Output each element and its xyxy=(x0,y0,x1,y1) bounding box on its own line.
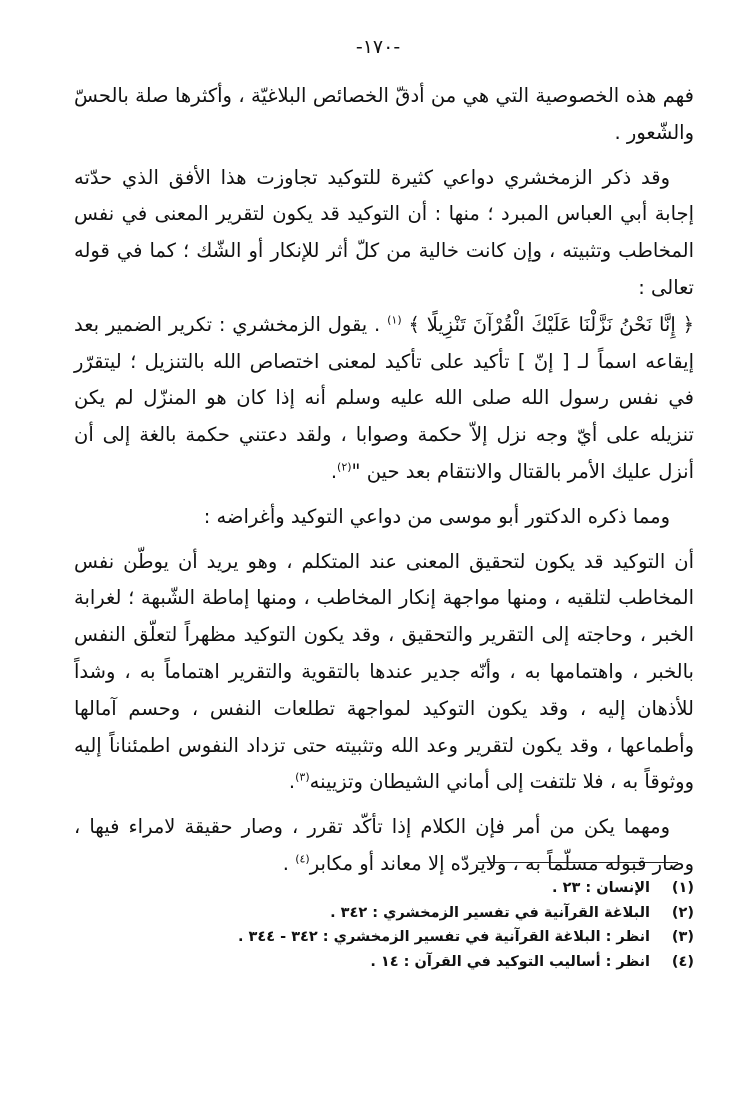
footnote-item xyxy=(74,950,694,975)
footnote-text: البلاغة القرآنية في تفسير الزمخشري : ٣٤٢ . xyxy=(330,904,650,921)
paragraph-2 xyxy=(74,160,694,491)
footnote-divider xyxy=(478,862,678,863)
paragraph-5-end: . xyxy=(282,851,289,875)
paragraph-2-quote: . يقول الزمخشري : تكرير الضمير بعد إيقاعه اسماً لـ [ إنّ ] تأكيد على تأكيد لمعنى اختصاص الله بالتنزيل ؛ ليتقرّر في نفس رسول الله صلى الله عليه وسلم أنه إذا كان هو المنزّل لم يكن تنزيله على أيّ وجه نزل إلاّ حكمة وصوابا ، ولقد دعتني حكمة بالغة إلى أن أنزل عليك الأمر بالقتال والانتقام بعد حين " xyxy=(74,312,694,483)
footnote-number: (٣) xyxy=(671,929,694,945)
paragraph-4 xyxy=(74,544,694,802)
footnote-item xyxy=(74,925,694,950)
footnote-number: (١) xyxy=(671,880,694,896)
quran-verse: ﴿ إِنَّا نَحْنُ نَزَّلْنَا عَلَيْكَ الْقُرْآنَ تَنْزِيلًا ﴾ xyxy=(408,312,695,336)
footnote-item xyxy=(74,901,694,926)
footnote-ref-1: (١) xyxy=(387,313,402,327)
footnote-text: الإنسان : ٢٣ . xyxy=(552,880,650,896)
footnote-ref-2: (٢) xyxy=(337,460,352,474)
paragraph-4-text: أن التوكيد قد يكون لتحقيق المعنى عند المتكلم ، وهو يريد أن يوطّن نفس المخاطب لتلقيه ، ومنها مواجهة إنكار المخاطب ، ومنها إماطة الشّبهة ؛ لغرابة الخبر ، وحاجته إلى التقرير والتحقيق ، وقد يكون التوكيد مظهراً لتعلّق النفس بالخبر ، واهتمامها به ، وأنّه جدير عندها بالتقوية والتقرير اهتماماً به ، وشداً للأذهان إليه ، وقد يكون التوكيد لمواجهة تطلعات النفس ، وحسم آمالها وأطماعها ، وقد يكون لتقرير وعد الله وتثبيته حتى تزداد النفوس اطمئناناً إليه ووثوقاً به ، فلا تلتفت إلى أماني الشيطان وتزيينه xyxy=(74,549,694,794)
paragraph-5-text: ومهما يكن من أمر فإن الكلام إذا تأكّد تقرر ، وصار حقيقة لامراء فيها ، وصار قبوله مسلّماً به ، ولايردّه إلا معاند أو مكابر xyxy=(74,815,694,875)
footnote-ref-4: (٤) xyxy=(295,852,310,866)
paragraph-2-intro: وقد ذكر الزمخشري دواعي كثيرة للتوكيد تجاوزت هذا الأفق الذي حدّته إجابة أبي العباس المبرد ؛ منها : أن التوكيد قد يكون لتقرير المعنى في نفس المخاطب وتثبيته ، وإن كانت خالية من كلّ أثر للإنكار أو الشّك ؛ كما في قوله تعالى : xyxy=(74,165,694,299)
footnotes xyxy=(74,876,694,974)
paragraph-5 xyxy=(74,809,694,883)
footnote-item xyxy=(74,876,694,901)
paragraph-4-end: . xyxy=(288,770,296,794)
footnote-number: (٢) xyxy=(671,904,694,921)
paragraph-3: ومما ذكره الدكتور أبو موسى من دواعي التوكيد وأغراضه : xyxy=(203,504,670,528)
footnote-text: انظر : البلاغة القرآنية في تفسير الزمخشري : ٣٤٢ - ٣٤٤ . xyxy=(237,929,650,945)
footnote-number: (٤) xyxy=(671,953,694,970)
footnote-ref-3: (٣) xyxy=(295,770,310,784)
paragraph-1: فهم هذه الخصوصية التي هي من أدقّ الخصائص البلاغيّة ، وأكثرها صلة بالحسّ والشّعور . xyxy=(74,84,694,144)
paragraph-2-end: . xyxy=(330,459,338,483)
page-number: -١٧٠- xyxy=(355,36,401,58)
footnote-text: انظر : أساليب التوكيد في القرآن : ١٤ . xyxy=(370,953,650,970)
main-text xyxy=(74,78,694,883)
